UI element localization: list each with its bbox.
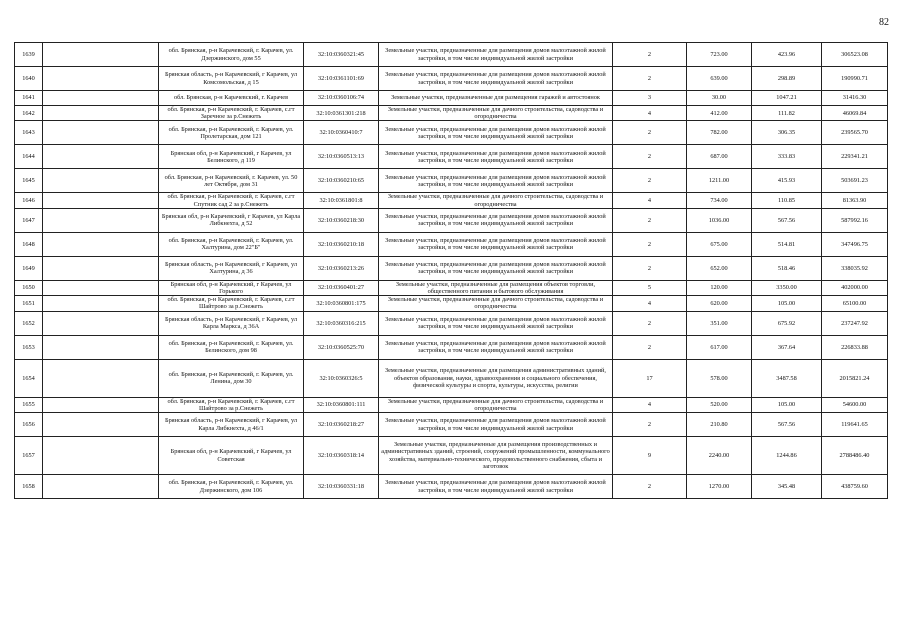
table-row: [15, 193, 888, 208]
spacer-cell: [43, 145, 159, 169]
category-code-cell: 4: [613, 397, 687, 412]
category-code-cell: 9: [613, 437, 687, 475]
category-code-cell: 2: [613, 311, 687, 335]
address-cell: Брянская обл, р-н Карачевский, г Карачев, ул Карла Либкнехта, д 52: [159, 208, 304, 232]
land-category-cell: Земельные участки, предназначенные для дачного строительства, садоводства и огородничества: [379, 106, 613, 121]
table-row: [15, 106, 888, 121]
land-category-cell: Земельные участки, предназначенные для размещения домов малоэтажной жилой застройки, в том числе индивидуальной жилой застройки: [379, 475, 613, 499]
category-code-cell: 2: [613, 145, 687, 169]
table-row: [15, 475, 888, 499]
cadastral-number-cell: 32:10:0360321:45: [304, 43, 379, 67]
address-cell: Брянская обл, р-н Карачевский, г Карачев, ул Белинского, д 119: [159, 145, 304, 169]
specific-value-cell: 367.64: [752, 335, 822, 359]
area-cell: 675.00: [687, 232, 752, 256]
row-number-cell: 1644: [15, 145, 43, 169]
spacer-cell: [43, 359, 159, 397]
cadastral-number-cell: 32:10:0360801:175: [304, 296, 379, 311]
spacer-cell: [43, 296, 159, 311]
specific-value-cell: 3487.58: [752, 359, 822, 397]
spacer-cell: [43, 437, 159, 475]
row-number-cell: 1655: [15, 397, 43, 412]
address-cell: обл. Брянская, р-н Карачевский, г. Карачев, с.гт Заречное за р.Снежеть: [159, 106, 304, 121]
area-cell: 1270.00: [687, 475, 752, 499]
cadastral-number-cell: 32:10:0360210:65: [304, 169, 379, 193]
address-cell: обл. Брянская, р-н Карачевский, г. Карачев, ул. Белинского, дом 98: [159, 335, 304, 359]
area-cell: 782.00: [687, 121, 752, 145]
spacer-cell: [43, 280, 159, 295]
cadastral-number-cell: 32:10:0360218:30: [304, 208, 379, 232]
address-cell: Брянская обл, р-н Карачевский, г Карачев, ул Горького: [159, 280, 304, 295]
table-row: [15, 311, 888, 335]
specific-value-cell: 333.83: [752, 145, 822, 169]
spacer-cell: [43, 67, 159, 91]
cadastral-value-cell: 587992.16: [822, 208, 888, 232]
cadastral-number-cell: 32:10:0360106:74: [304, 91, 379, 106]
cadastral-number-cell: 32:10:0360525:70: [304, 335, 379, 359]
table-row: [15, 397, 888, 412]
table-row: [15, 359, 888, 397]
land-category-cell: Земельные участки, предназначенные для размещения домов малоэтажной жилой застройки, в том числе индивидуальной жилой застройки: [379, 67, 613, 91]
cadastral-value-cell: 239565.70: [822, 121, 888, 145]
category-code-cell: 4: [613, 106, 687, 121]
specific-value-cell: 518.46: [752, 256, 822, 280]
land-category-cell: Земельные участки, предназначенные для размещения административных зданий, объектов образования, науки, здравоохранения и социального обеспечения, физической культуры и спорта, культуры, искусства, религии: [379, 359, 613, 397]
cadastral-number-cell: 32:10:0360326:5: [304, 359, 379, 397]
area-cell: 734.00: [687, 193, 752, 208]
cadastral-value-cell: 190990.71: [822, 67, 888, 91]
land-category-cell: Земельные участки, предназначенные для размещения гаражей и автостоянок: [379, 91, 613, 106]
table-row: [15, 208, 888, 232]
row-number-cell: 1651: [15, 296, 43, 311]
specific-value-cell: 3350.00: [752, 280, 822, 295]
cadastral-number-cell: 32:10:0360213:26: [304, 256, 379, 280]
area-cell: 2240.00: [687, 437, 752, 475]
address-cell: обл. Брянская, р-н Карачевский, г. Карачев, ул. Пролетарская, дом 121: [159, 121, 304, 145]
specific-value-cell: 111.82: [752, 106, 822, 121]
land-category-cell: Земельные участки, предназначенные для размещения домов малоэтажной жилой застройки, в том числе индивидуальной жилой застройки: [379, 256, 613, 280]
table-row: [15, 413, 888, 437]
table-body: [15, 43, 888, 499]
specific-value-cell: 423.96: [752, 43, 822, 67]
category-code-cell: 2: [613, 208, 687, 232]
row-number-cell: 1650: [15, 280, 43, 295]
row-number-cell: 1648: [15, 232, 43, 256]
area-cell: 687.00: [687, 145, 752, 169]
land-category-cell: Земельные участки, предназначенные для размещения домов малоэтажной жилой застройки, в том числе индивидуальной жилой застройки: [379, 311, 613, 335]
specific-value-cell: 110.85: [752, 193, 822, 208]
category-code-cell: 3: [613, 91, 687, 106]
spacer-cell: [43, 232, 159, 256]
category-code-cell: 4: [613, 296, 687, 311]
area-cell: 578.00: [687, 359, 752, 397]
area-cell: 412.00: [687, 106, 752, 121]
cadastral-number-cell: 32:10:0360801:111: [304, 397, 379, 412]
category-code-cell: 2: [613, 121, 687, 145]
address-cell: обл. Брянская, р-н Карачевский, г. Карачев: [159, 91, 304, 106]
row-number-cell: 1649: [15, 256, 43, 280]
row-number-cell: 1646: [15, 193, 43, 208]
cadastral-number-cell: 32:10:0361801:8: [304, 193, 379, 208]
area-cell: 351.00: [687, 311, 752, 335]
table-row: [15, 145, 888, 169]
area-cell: 1211.00: [687, 169, 752, 193]
category-code-cell: 17: [613, 359, 687, 397]
cadastral-value-cell: 2015821.24: [822, 359, 888, 397]
row-number-cell: 1641: [15, 91, 43, 106]
specific-value-cell: 415.93: [752, 169, 822, 193]
spacer-cell: [43, 91, 159, 106]
table-row: [15, 232, 888, 256]
address-cell: Брянская область, р-н Карачевский, г Карачев, ул Халтурина, д 36: [159, 256, 304, 280]
cadastral-number-cell: 32:10:0361301:218: [304, 106, 379, 121]
cadastral-value-cell: 65100.00: [822, 296, 888, 311]
spacer-cell: [43, 335, 159, 359]
category-code-cell: 5: [613, 280, 687, 295]
address-cell: Брянская область, р-н Карачевский, г Карачев, ул Комсомольская, д 15: [159, 67, 304, 91]
land-category-cell: Земельные участки, предназначенные для размещения домов малоэтажной жилой застройки, в том числе индивидуальной жилой застройки: [379, 335, 613, 359]
cadastral-value-cell: 503691.23: [822, 169, 888, 193]
area-cell: 620.00: [687, 296, 752, 311]
cadastral-number-cell: 32:10:0360316:215: [304, 311, 379, 335]
cadastral-value-cell: 81363.90: [822, 193, 888, 208]
row-number-cell: 1656: [15, 413, 43, 437]
table-row: [15, 43, 888, 67]
cadastral-number-cell: 32:10:0360410:7: [304, 121, 379, 145]
spacer-cell: [43, 106, 159, 121]
specific-value-cell: 567.56: [752, 208, 822, 232]
spacer-cell: [43, 208, 159, 232]
land-category-cell: Земельные участки, предназначенные для размещения домов малоэтажной жилой застройки, в том числе индивидуальной жилой застройки: [379, 43, 613, 67]
specific-value-cell: 514.81: [752, 232, 822, 256]
address-cell: обл. Брянская, р-н Карачевский, г. Карачев, с.гт Шайтрово за р.Снежеть: [159, 397, 304, 412]
cadastral-number-cell: 32:10:0360513:13: [304, 145, 379, 169]
cadastral-number-cell: 32:10:0360401:27: [304, 280, 379, 295]
row-number-cell: 1647: [15, 208, 43, 232]
cadastral-value-cell: 2788486.40: [822, 437, 888, 475]
land-category-cell: Земельные участки, предназначенные для размещения домов малоэтажной жилой застройки, в том числе индивидуальной жилой застройки: [379, 232, 613, 256]
category-code-cell: 2: [613, 67, 687, 91]
specific-value-cell: 1244.86: [752, 437, 822, 475]
spacer-cell: [43, 311, 159, 335]
address-cell: Брянская обл, р-н Карачевский, г Карачев, ул Советская: [159, 437, 304, 475]
row-number-cell: 1658: [15, 475, 43, 499]
row-number-cell: 1652: [15, 311, 43, 335]
table-row: [15, 335, 888, 359]
area-cell: 30.00: [687, 91, 752, 106]
specific-value-cell: 567.56: [752, 413, 822, 437]
cadastral-number-cell: 32:10:0360218:27: [304, 413, 379, 437]
table-row: [15, 296, 888, 311]
cadastral-value-table: [14, 42, 888, 499]
land-category-cell: Земельные участки, предназначенные для размещения домов малоэтажной жилой застройки, в том числе индивидуальной жилой застройки: [379, 169, 613, 193]
cadastral-number-cell: 32:10:0360210:18: [304, 232, 379, 256]
category-code-cell: 2: [613, 475, 687, 499]
row-number-cell: 1657: [15, 437, 43, 475]
land-category-cell: Земельные участки, предназначенные для размещения объектов торговли, общественного питания и бытового обслуживания: [379, 280, 613, 295]
cadastral-value-cell: 438759.60: [822, 475, 888, 499]
area-cell: 639.00: [687, 67, 752, 91]
spacer-cell: [43, 43, 159, 67]
category-code-cell: 2: [613, 169, 687, 193]
specific-value-cell: 306.35: [752, 121, 822, 145]
cadastral-number-cell: 32:10:0361101:69: [304, 67, 379, 91]
cadastral-value-cell: 119641.65: [822, 413, 888, 437]
spacer-cell: [43, 397, 159, 412]
area-cell: 1036.00: [687, 208, 752, 232]
address-cell: обл. Брянская, р-н Карачевский, г. Карачев, ул. Дзержинского, дом 106: [159, 475, 304, 499]
address-cell: обл. Брянская, р-н Карачевский, г. Карачев, ул. Халтурина, дом 22"Б": [159, 232, 304, 256]
category-code-cell: 2: [613, 413, 687, 437]
address-cell: Брянская область, р-н Карачевский, г Карачев, ул Карла Маркса, д 36А: [159, 311, 304, 335]
row-number-cell: 1643: [15, 121, 43, 145]
spacer-cell: [43, 121, 159, 145]
table-row: [15, 67, 888, 91]
cadastral-value-cell: 229341.21: [822, 145, 888, 169]
specific-value-cell: 298.89: [752, 67, 822, 91]
cadastral-value-cell: 31416.30: [822, 91, 888, 106]
area-cell: 617.00: [687, 335, 752, 359]
table-row: [15, 121, 888, 145]
cadastral-value-cell: 306523.08: [822, 43, 888, 67]
row-number-cell: 1645: [15, 169, 43, 193]
cadastral-number-cell: 32:10:0360318:14: [304, 437, 379, 475]
spacer-cell: [43, 413, 159, 437]
address-cell: обл. Брянская, р-н Карачевский, г. Карачев, с.гт Шайтрово за р.Снежеть: [159, 296, 304, 311]
land-category-cell: Земельные участки, предназначенные для размещения домов малоэтажной жилой застройки, в том числе индивидуальной жилой застройки: [379, 145, 613, 169]
specific-value-cell: 345.48: [752, 475, 822, 499]
category-code-cell: 2: [613, 335, 687, 359]
table-row: [15, 91, 888, 106]
cadastral-value-cell: 402000.00: [822, 280, 888, 295]
cadastral-value-cell: 226833.88: [822, 335, 888, 359]
spacer-cell: [43, 193, 159, 208]
land-category-cell: Земельные участки, предназначенные для размещения производственных и административных зданий, строений, сооружений промышленности, коммунального хозяйства, материально-технического, продовольственного снабжения, сбыта и заготовок: [379, 437, 613, 475]
spacer-cell: [43, 475, 159, 499]
category-code-cell: 2: [613, 256, 687, 280]
category-code-cell: 4: [613, 193, 687, 208]
address-cell: обл. Брянская, р-н Карачевский, г. Карачев, ул. Дзержинского, дом 55: [159, 43, 304, 67]
row-number-cell: 1653: [15, 335, 43, 359]
category-code-cell: 2: [613, 232, 687, 256]
cadastral-value-cell: 46069.84: [822, 106, 888, 121]
category-code-cell: 2: [613, 43, 687, 67]
row-number-cell: 1639: [15, 43, 43, 67]
land-category-cell: Земельные участки, предназначенные для дачного строительства, садоводства и огородничества: [379, 296, 613, 311]
land-category-cell: Земельные участки, предназначенные для дачного строительства, садоводства и огородничества: [379, 397, 613, 412]
specific-value-cell: 105.00: [752, 397, 822, 412]
specific-value-cell: 105.00: [752, 296, 822, 311]
area-cell: 210.80: [687, 413, 752, 437]
area-cell: 120.00: [687, 280, 752, 295]
address-cell: Брянская область, р-н Карачевский, г Карачев, ул Карла Либкнехта, д 46/1: [159, 413, 304, 437]
cadastral-value-cell: 347496.75: [822, 232, 888, 256]
specific-value-cell: 675.92: [752, 311, 822, 335]
land-category-cell: Земельные участки, предназначенные для размещения домов малоэтажной жилой застройки, в том числе индивидуальной жилой застройки: [379, 208, 613, 232]
row-number-cell: 1642: [15, 106, 43, 121]
area-cell: 652.00: [687, 256, 752, 280]
cadastral-value-cell: 338035.92: [822, 256, 888, 280]
table-row: [15, 169, 888, 193]
area-cell: 723.00: [687, 43, 752, 67]
land-category-cell: Земельные участки, предназначенные для размещения домов малоэтажной жилой застройки, в том числе индивидуальной жилой застройки: [379, 413, 613, 437]
page-number: 82: [879, 17, 889, 28]
address-cell: обл. Брянская, р-н Карачевский, г. Карачев, ул. 50 лет Октября, дом 31: [159, 169, 304, 193]
spacer-cell: [43, 256, 159, 280]
table-row: [15, 256, 888, 280]
address-cell: обл. Брянская, р-н Карачевский, г. Карачев, с.гт Спутник сад 2 за р.Снежеть: [159, 193, 304, 208]
table-row: [15, 280, 888, 295]
specific-value-cell: 1047.21: [752, 91, 822, 106]
row-number-cell: 1654: [15, 359, 43, 397]
address-cell: обл. Брянская, р-н Карачевский, г. Карачев, ул. Ленина, дом 30: [159, 359, 304, 397]
land-category-cell: Земельные участки, предназначенные для размещения домов малоэтажной жилой застройки, в том числе индивидуальной жилой застройки: [379, 121, 613, 145]
area-cell: 520.00: [687, 397, 752, 412]
cadastral-value-cell: 54600.00: [822, 397, 888, 412]
spacer-cell: [43, 169, 159, 193]
land-category-cell: Земельные участки, предназначенные для дачного строительства, садоводства и огородничества: [379, 193, 613, 208]
cadastral-number-cell: 32:10:0360331:18: [304, 475, 379, 499]
table-row: [15, 437, 888, 475]
cadastral-value-cell: 237247.92: [822, 311, 888, 335]
row-number-cell: 1640: [15, 67, 43, 91]
